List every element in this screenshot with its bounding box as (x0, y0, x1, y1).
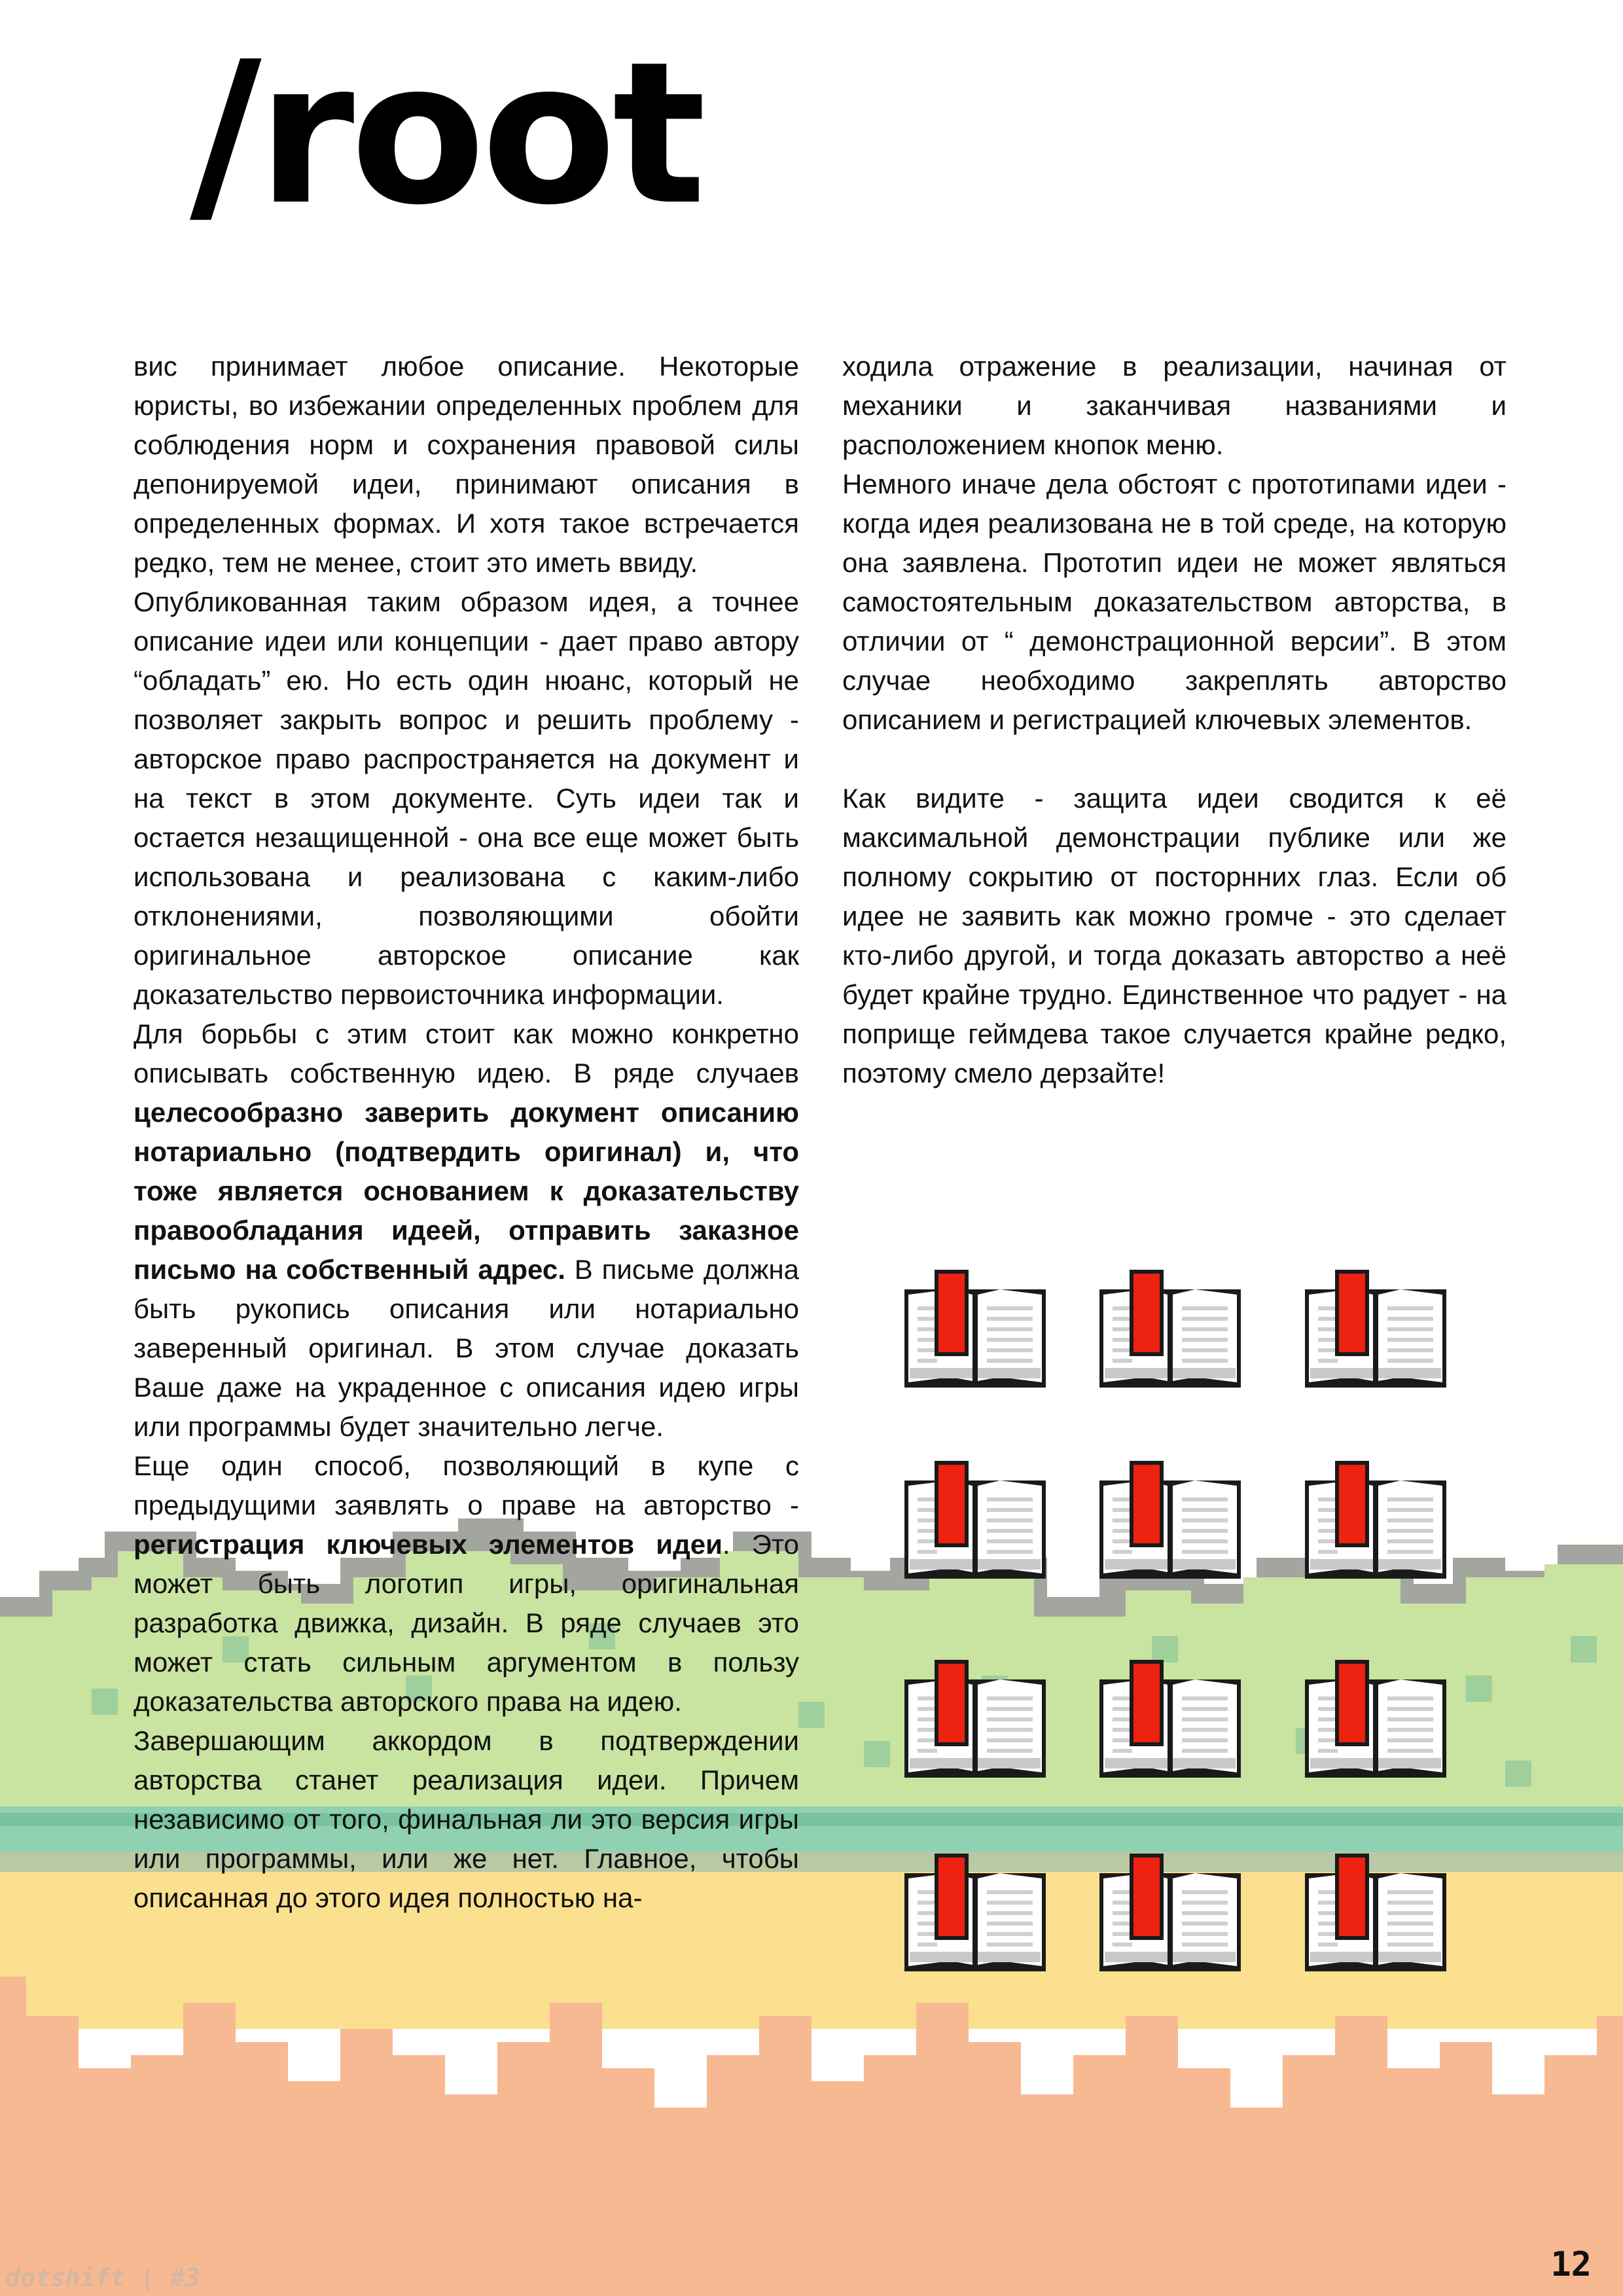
paragraph-spacer (842, 740, 1507, 779)
bold-emphasis: регистрация ключевых элементов идеи (134, 1529, 722, 1560)
paragraph: Опубликованная таким образом идея, а точнее описание идеи или концепции - дает право автору “обладать” ею. Но есть один нюанс, который не позволяет закрыть вопрос и решить проблему - авторское право распространяется на документ и на текст в этом документе. Суть идеи так и остается незащищенной - она все еще может быть использована и реализована с каким-либо отклонениями, позволяющими обойти оригинальное авторское описание как доказательство первоисточника информации. (134, 586, 799, 1010)
paragraph: вис принимает любое описание. Некоторые юристы, во избежании определенных проблем для соблюдения норм и сохранения правовой силы депонируемой идеи, принимают описания в определенных формах. И хотя такое встречается редко, тем не менее, стоит это иметь ввиду. (134, 351, 799, 578)
right-text-column (842, 347, 1507, 1093)
paragraph: ходила отражение в реализации, начиная от механики и заканчивая названиями и расположением кнопок меню. (842, 351, 1507, 460)
bold-emphasis: целесообразно заверить документ описанию нотариально (подтвердить оригинал) и, что тоже является основанием к доказательству правообладания идеей, отправить заказное письмо на собственный адрес. (134, 1097, 799, 1285)
paragraph: Завершающим аккордом в подтверждении авторства станет реализация идеи. Причем независимо от того, финальная ли это версия игры или программы, или же нет. Главное, чтобы описанная до этого идея полностью на- (134, 1725, 799, 1913)
paragraph: Как видите - защита идеи сводится к её максимальной демонстрации публике или же полному сокрытию от посторнних глаз. Если об идее не заявить как можно громче - это сделает кто-либо другой, и тогда доказать авторство а неё будет крайне трудно. Единственное что радует - на поприще геймдева такое случается крайне редко, поэтому смело дерзайте! (842, 783, 1507, 1088)
paragraph: Немного иначе дела обстоят с прототипами идеи - когда идея реализована не в той среде, на которую она заявлена. Прототип идеи не может являться самостоятельным доказательством авторства, в отличии от “ демонстрационной версии”. В этом случае необходимо закреплять авторство описанием и регистрацией ключевых элементов. (842, 469, 1507, 735)
page-title: /root (190, 20, 703, 248)
magazine-footer: dotshift | #3 (5, 2263, 200, 2292)
left-text-column (134, 347, 799, 1918)
paragraph-text: В письме должна быть рукопись описания или нотариально заверенный оригинал. В этом случае доказать Ваше даже на украденное с описания идею игры или программы будет значительно легче. (134, 1254, 799, 1442)
paragraph-text: Еще один способ, позволяющий в купе с предыдущими заявлять о праве на авторство - (134, 1450, 799, 1520)
paragraph (134, 1446, 799, 1721)
page-number: 12 (1550, 2245, 1592, 2284)
paragraph (134, 1014, 799, 1446)
paragraph-text: . Это может быть логотип игры, оригинальная разработка движка, дизайн. В ряде случаев это может стать сильным аргументом в пользу доказательства авторского права на идею. (134, 1529, 799, 1717)
paragraph-text: Для борьбы с этим стоит как можно конкретно описывать собственную идею. В ряде случаев (134, 1018, 799, 1088)
